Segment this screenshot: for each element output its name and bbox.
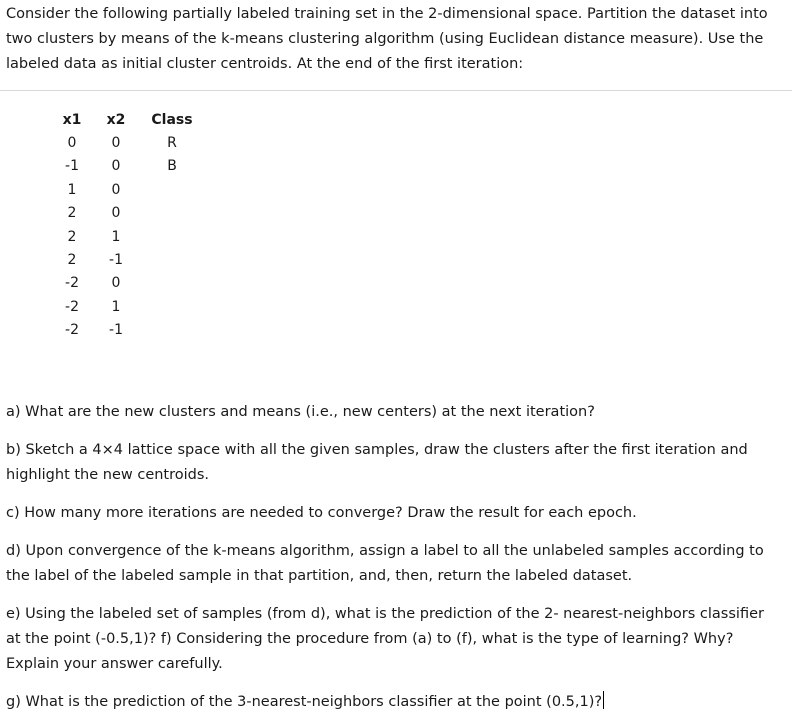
table-row — [58, 272, 198, 295]
question-c — [6, 501, 786, 526]
table-row — [58, 295, 198, 318]
table-row — [58, 202, 198, 225]
cell-x2: -1 — [109, 322, 123, 339]
cell-x2: 1 — [111, 298, 121, 315]
question-line: highlight the new centroids. — [6, 467, 210, 483]
cell-class: R — [167, 135, 177, 152]
cell-class: B — [167, 158, 177, 175]
cell-x2: 0 — [111, 275, 121, 292]
question-line: Explain your answer carefully. — [6, 656, 223, 672]
question-line: a) What are the new clusters and means (i.e., new centers) at the next iteration? — [6, 404, 595, 420]
table-header-row — [58, 108, 198, 131]
question-d — [6, 539, 786, 589]
question-line — [6, 690, 786, 715]
column-header-x2: x2 — [106, 111, 126, 128]
intro-line: labeled data as initial cluster centroids. At the end of the first iteration: — [6, 56, 524, 72]
question-g — [6, 690, 786, 715]
cell-x1: -2 — [65, 322, 79, 339]
cell-x2: 0 — [111, 135, 121, 152]
table-row — [58, 248, 198, 271]
question-g-text: g) What is the prediction of the 3-nearest-neighbors classifier at the point (0.5,1)? — [6, 694, 603, 710]
intro-line: two clusters by means of the k-means clustering algorithm (using Euclidean distance measure). Use the — [6, 31, 764, 47]
cell-x1: -2 — [65, 275, 79, 292]
cell-x1: 1 — [67, 181, 77, 198]
training-set-table — [58, 108, 198, 342]
cell-class — [146, 178, 198, 201]
cell-x2: 0 — [111, 205, 121, 222]
cell-x1: -2 — [65, 298, 79, 315]
intro-paragraph — [6, 2, 784, 77]
cell-class — [146, 202, 198, 225]
cell-class — [146, 225, 198, 248]
question-line: c) How many more iterations are needed to converge? Draw the result for each epoch. — [6, 505, 637, 521]
cell-class — [146, 319, 198, 342]
question-line: e) Using the labeled set of samples (from d), what is the prediction of the 2- nearest-neighbors classifier — [6, 606, 764, 622]
questions-section — [6, 400, 786, 728]
question-line: at the point (-0.5,1)? f) Considering the procedure from (a) to (f), what is the type of learning? Why? — [6, 631, 734, 647]
intro-line: Consider the following partially labeled training set in the 2-dimensional space. Partition the dataset into — [6, 6, 768, 22]
cell-x1: 2 — [67, 252, 77, 269]
question-line: b) Sketch a 4×4 lattice space with all the given samples, draw the clusters after the first iteration and — [6, 442, 748, 458]
column-header-x1: x1 — [62, 111, 82, 128]
cell-x2: 1 — [111, 228, 121, 245]
table-row — [58, 131, 198, 154]
cell-class — [146, 248, 198, 271]
cell-x2: 0 — [111, 181, 121, 198]
cell-class — [146, 295, 198, 318]
divider — [0, 90, 792, 91]
question-b — [6, 438, 786, 488]
column-header-class: Class — [151, 111, 193, 128]
question-e — [6, 602, 786, 677]
table-row — [58, 155, 198, 178]
cell-x2: -1 — [109, 252, 123, 269]
table-row — [58, 178, 198, 201]
table-row — [58, 319, 198, 342]
question-a — [6, 400, 786, 425]
cell-x1: -1 — [65, 158, 79, 175]
cell-x1: 2 — [67, 228, 77, 245]
table-row — [58, 225, 198, 248]
cell-class — [146, 272, 198, 295]
cell-x1: 0 — [67, 135, 77, 152]
cell-x2: 0 — [111, 158, 121, 175]
text-cursor — [603, 691, 604, 709]
question-line: the label of the labeled sample in that partition, and, then, return the labeled dataset. — [6, 568, 633, 584]
cell-x1: 2 — [67, 205, 77, 222]
question-line: d) Upon convergence of the k-means algorithm, assign a label to all the unlabeled samples according to — [6, 543, 764, 559]
